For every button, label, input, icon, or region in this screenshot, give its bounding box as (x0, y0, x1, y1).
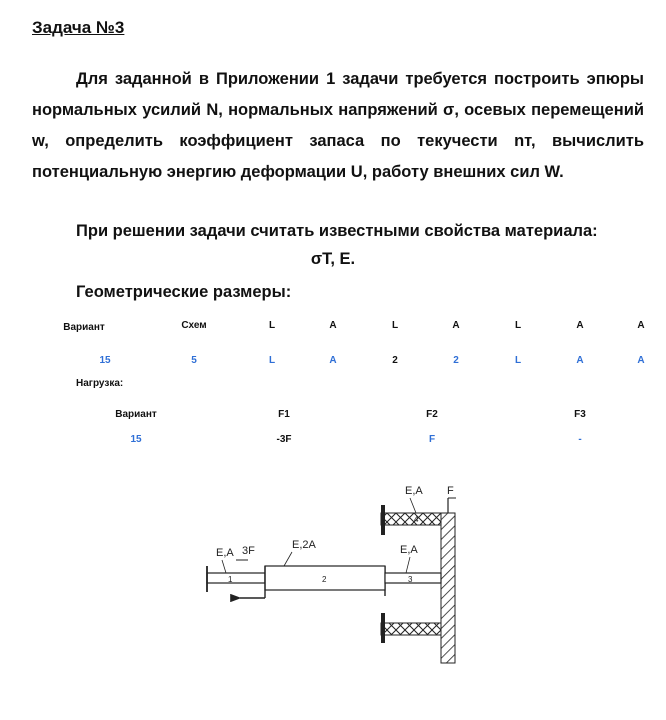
load-header-f2: F2 (426, 409, 438, 420)
load-cell-f1: -3F (276, 434, 292, 445)
geo-header-a2: A (452, 320, 460, 331)
ea-top-label: E,A (405, 485, 423, 497)
geo-header-a1: A (329, 320, 337, 331)
ea-right-leader (406, 557, 410, 573)
right-wall (441, 513, 455, 663)
geo-header-scheme: Схем (181, 320, 207, 331)
force-f-label: F (447, 485, 454, 497)
rod-4-left-end (381, 505, 385, 535)
geo-cell-a3: A (576, 355, 584, 366)
load-header-f3: F3 (574, 409, 586, 420)
geo-header-l3: L (514, 320, 522, 331)
segment-2-label: 2 (322, 575, 327, 584)
geo-cell-variant: 15 (99, 355, 111, 366)
material-note: При решении задачи считать известными свойства материала: (76, 222, 598, 240)
geo-cell-scheme: 5 (191, 355, 197, 366)
geometry-heading: Геометрические размеры: (76, 283, 292, 301)
material-properties: σT, E. (310, 250, 356, 268)
geo-cell-a2: 2 (453, 355, 459, 366)
geo-header-a4: A (637, 320, 645, 331)
load-cell-f3: - (578, 434, 582, 445)
ea-left-label: E,A (216, 547, 234, 559)
ea-left-leader (222, 560, 226, 573)
load-header-f1: F1 (278, 409, 290, 420)
segment-1-label: 1 (228, 575, 233, 584)
rod-4 (381, 513, 441, 525)
segment-3-label: 3 (408, 575, 413, 584)
geo-header-a3: A (576, 320, 584, 331)
geo-cell-l2: 2 (392, 355, 398, 366)
task-description: Для заданной в Приложении 1 задачи требуется построить эпюры нормальных усилий N, нормальных напряжений σ, осевых перемещений w, определить коэффициент запаса по текучести nт, вычислить потенциальную энергию деформации U, работу внешних сил W. (32, 70, 644, 181)
ea-right-label: E,A (400, 544, 418, 556)
load-header-variant: Вариант (115, 409, 157, 420)
load-cell-variant: 15 (130, 434, 142, 445)
e2a-leader (284, 552, 292, 566)
bottom-support-left-end (381, 613, 385, 643)
e2a-label: E,2A (292, 539, 316, 551)
geo-cell-l3: L (514, 355, 522, 366)
task-title: Задача №3 (32, 18, 125, 37)
load-heading: Нагрузка: (76, 378, 124, 389)
rod-3 (385, 573, 441, 583)
ea-top-leader (410, 498, 416, 513)
geo-header-l2: L (391, 320, 399, 331)
geo-header-l1: L (268, 320, 276, 331)
geo-cell-a1: A (329, 355, 337, 366)
force-3f-label: 3F (242, 545, 255, 557)
bottom-support (381, 623, 441, 635)
segment-4-label: 4 (414, 515, 419, 524)
rod-1 (207, 573, 265, 583)
geo-cell-a4: A (637, 355, 645, 366)
geo-cell-l1: L (268, 355, 276, 366)
geo-header-variant: Вариант (63, 322, 105, 333)
load-cell-f2: F (428, 434, 436, 445)
